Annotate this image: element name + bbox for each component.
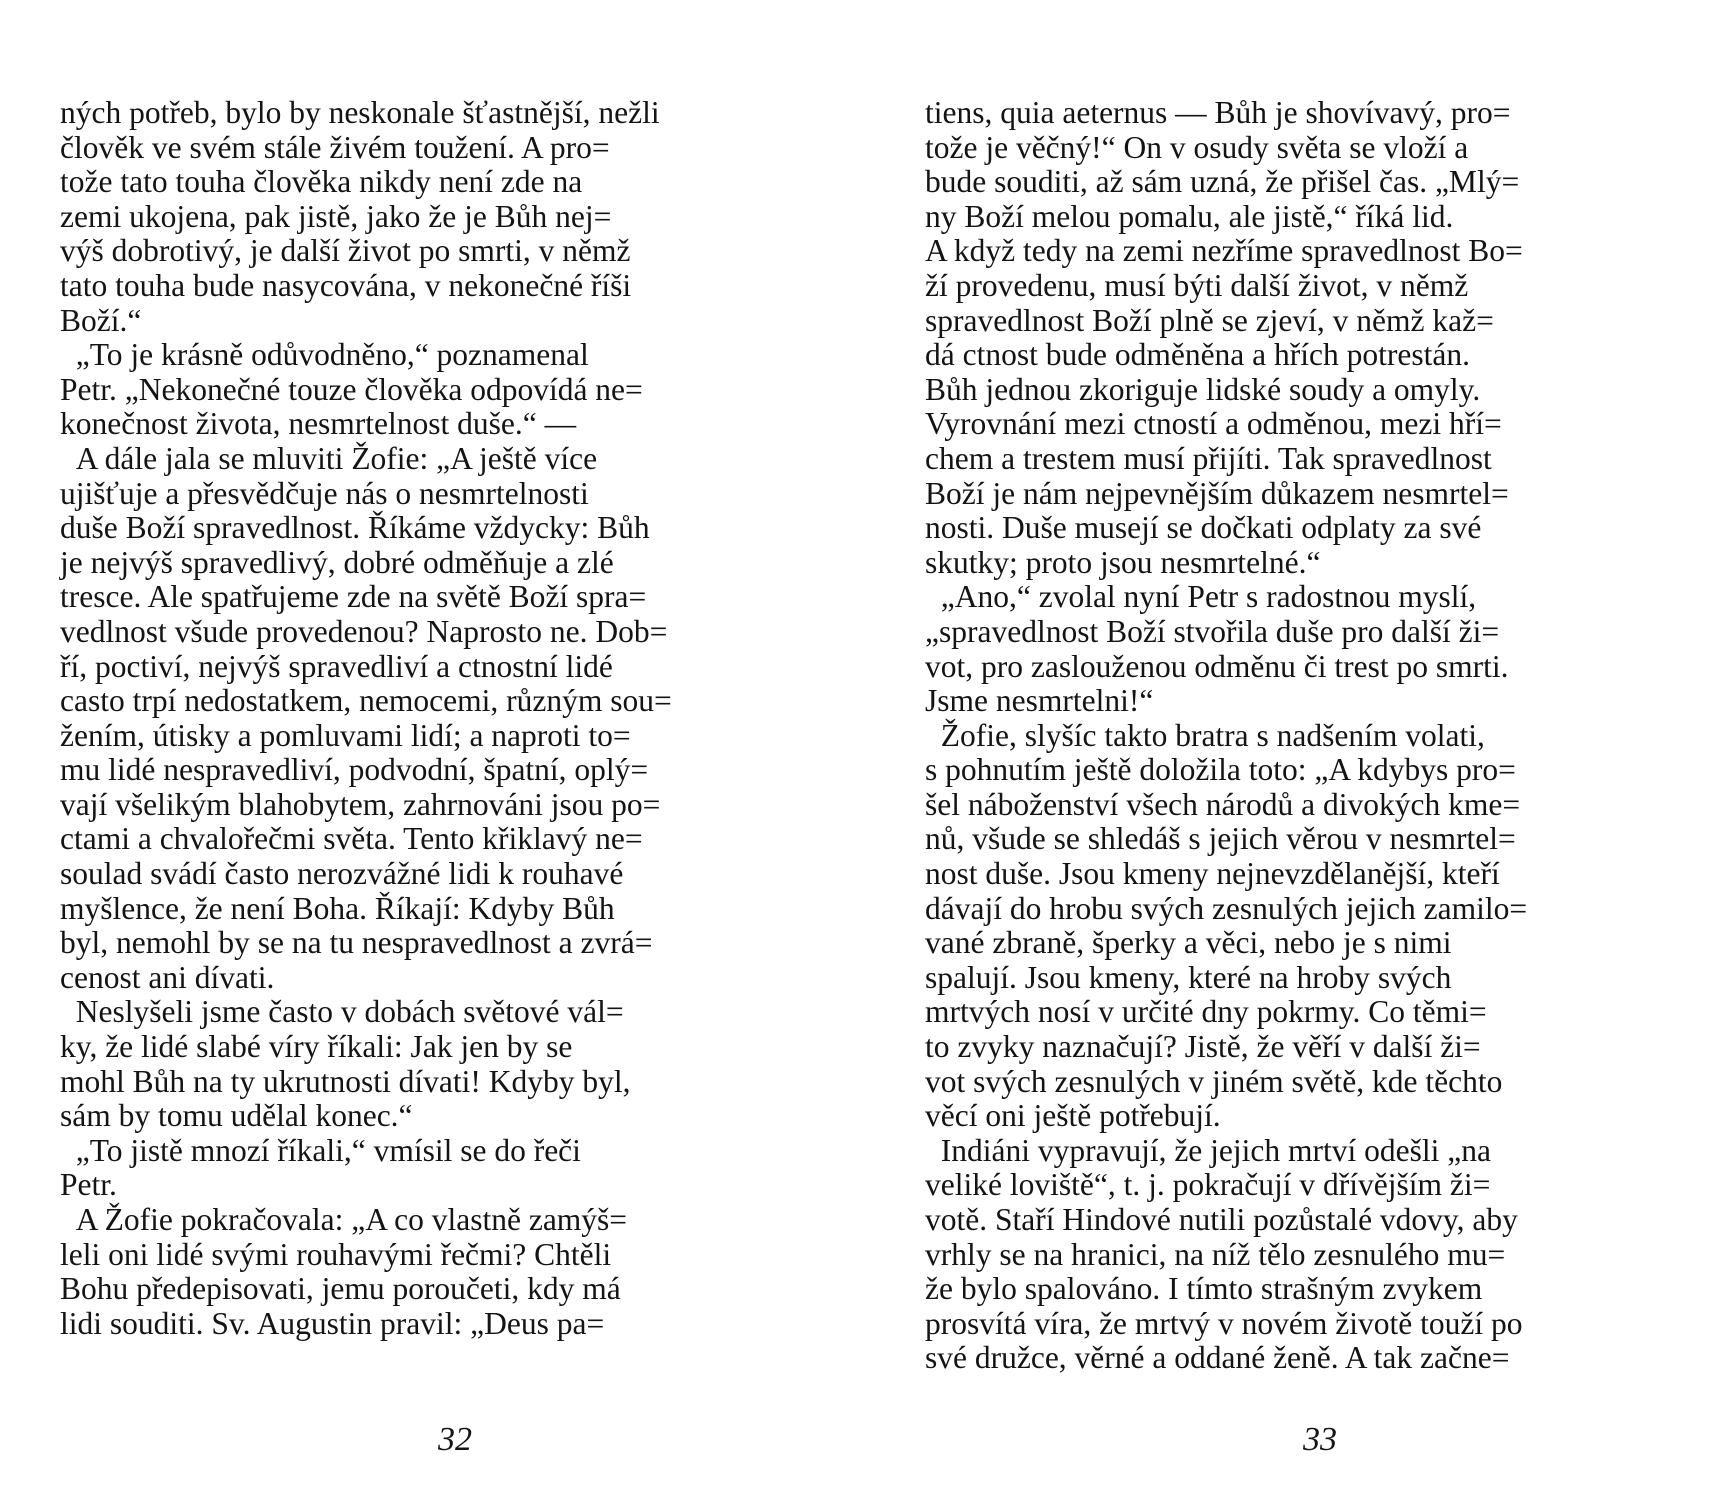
right-page-text: tiens, quia aeternus — Bůh je shovívavý, pro= tože je věčný!“ On v osudy světa se vloží a bude souditi, až sám uzná, že přišel čas. „Mlý= ny Boží melou pomalu, ale jistě,“ říká lid. A když tedy na zemi nezříme spravedlnost Bo= ží provedenu, musí býti další život, v němž spravedlnost Boží plně se zjeví, v němž kaž= dá ctnost bude odměněna a hřích potrestán. Bůh jednou zkoriguje lidské soudy a omyly. Vyrovnání mezi ctností a odměnou, mezi hří= chem a trestem musí přijíti. Tak spravedlnost Boží je nám nejpevnějším důkazem nesmrtel= nosti. Duše musejí se dočkati odplaty za své skutky; proto jsou nesmrtelné.“ „Ano,“ zvolal nyní Petr s radostnou myslí, „spravedlnost Boží stvořila duše pro další ži= vot, pro zaslouženou odměnu či trest po smrti. Jsme nesmrtelni!“ Žofie, slyšíc takto bratra s nadšením volati, s pohnutím ještě doložila toto: „A kdybys pro= šel náboženství všech národů a divokých kme= nů, všude se shledáš s jejich věrou v nesmrtel= nost duše. Jsou kmeny nejnevzdělanější, kteří dávají do hrobu svých zesnulých jejich zamilo= vané zbraně, šperky a věci, nebo je s nimi spalují. Jsou kmeny, které na hroby svých mrtvých nosí v určité dny pokrmy. Co těmi= to zvyky naznačují? Jistě, že věří v další ži= vot svých zesnulých v jiném světě, kde těchto věcí oni ještě potřebují. Indiáni vypravují, že jejich mrtví odešli „na veliké loviště“, t. j. pokračují v dřívějším ži= votě. Staří Hindové nutili pozůstalé vdovy, aby vrhly se na hranici, na níž tělo zesnulého mu= že bylo spalováno. I tímto strašným zvykem prosvítá víra, že mrtvý v novém životě touží po své družce, věrné a oddané ženě. A tak začne= xyxy=(925,95,1528,1376)
right-page xyxy=(925,96,1715,1486)
left-page-text: ných potřeb, bylo by neskonale šťastnější, nežli člověk ve svém stále živém toužení. A pro= tože tato touha člověka nikdy není zde na zemi ukojena, pak jistě, jako že je Bůh nej= výš dobrotivý, je další život po smrti, v němž tato touha bude nasycována, v nekonečné říši Boží.“ „To je krásně odůvodněno,“ poznamenal Petr. „Nekonečné touze člověka odpovídá ne= konečnost života, nesmrtelnost duše.“ — A dále jala se mluviti Žofie: „A ještě více ujišťuje a přesvědčuje nás o nesmrtelnosti duše Boží spravedlnost. Říkáme vždycky: Bůh je nejvýš spravedlivý, dobré odměňuje a zlé tresce. Ale spatřujeme zde na světě Boží spra= vedlnost všude provedenou? Naprosto ne. Dob= ří, poctiví, nejvýš spravedliví a ctnostní lidé casto trpí nedostatkem, nemocemi, různým sou= žením, útisky a pomluvami lidí; a naproti to= mu lidé nespravedliví, podvodní, špatní, oplý= vají všelikým blahobytem, zahrnováni jsou po= ctami a chvalořečmi světa. Tento křiklavý ne= soulad svádí často nerozvážné lidi k rouhavé myšlence, že není Boha. Říkají: Kdyby Bůh byl, nemohl by se na tu nespravedlnost a zvrá= cenost ani dívati. Neslyšeli jsme často v dobách světové vál= ky, že lidé slabé víry říkali: Jak jen by se mohl Bůh na ty ukrutnosti dívati! Kdyby byl, sám by tomu udělal konec.“ „To jistě mnozí říkali,“ vmísil se do řeči Petr. A Žofie pokračovala: „A co vlastně zamýš= leli oni lidé svými rouhavými řečmi? Chtěli Bohu předepisovati, jemu poroučeti, kdy má lidi souditi. Sv. Augustin pravil: „Deus pa= xyxy=(60,95,672,1341)
right-page-number: 33 xyxy=(1303,1421,1337,1458)
left-page xyxy=(60,96,850,1486)
left-page-number: 32 xyxy=(438,1421,472,1458)
